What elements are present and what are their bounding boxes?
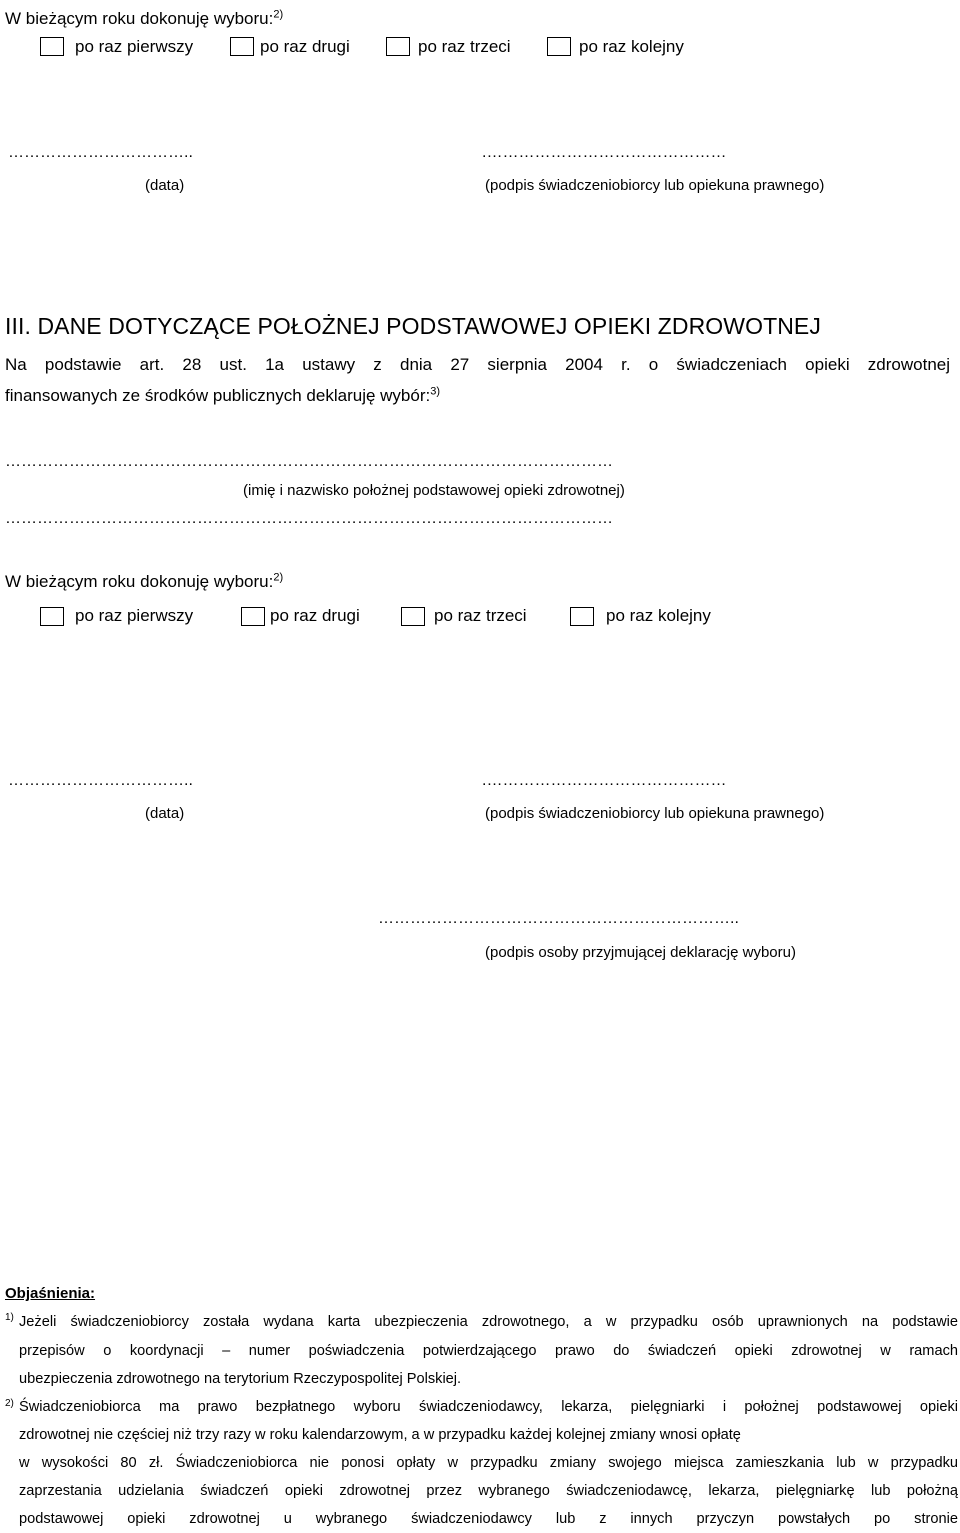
- choice-heading-top: [5, 9, 283, 29]
- note1-line: Jeżeli świadczeniobiorcy została wydana karta ubezpieczenia zdrowotnego, a w przypadku osób uprawnionych na podstawie: [19, 1314, 958, 1330]
- choice-heading-text: W bieżącym roku dokonuję wyboru:: [5, 572, 274, 591]
- checkbox-first-time-top[interactable]: [40, 37, 64, 56]
- option-label: po raz drugi: [260, 37, 350, 56]
- option-label: po raz drugi: [270, 606, 360, 625]
- intro-line-1: Na podstawie art. 28 ust. 1a ustawy z dnia 27 sierpnia 2004 r. o świadczeniach opieki zdrowotnej: [5, 355, 950, 374]
- midwife-name-label: (imię i nazwisko położnej podstawowej opieki zdrowotnej): [243, 482, 625, 499]
- note2-line: zaprzestania udzielania świadczeń opieki zdrowotnej przez wybranego świadczeniodawcę, lekarza, pielęgniarkę lub położną: [19, 1483, 958, 1499]
- checkbox-third-time[interactable]: [401, 607, 425, 626]
- intro-text: finansowanych ze środków publicznych deklaruję wybór:: [5, 386, 431, 405]
- signature-label: (podpis świadczeniobiorcy lub opiekuna prawnego): [485, 805, 825, 822]
- checkbox-third-time-top[interactable]: [386, 37, 410, 56]
- footnote-ref: 2): [273, 8, 284, 21]
- option-label: po raz pierwszy: [75, 37, 194, 56]
- signature-label: (podpis świadczeniobiorcy lub opiekuna prawnego): [485, 177, 825, 194]
- date-field-top[interactable]: ……………………………..: [8, 144, 193, 161]
- option-label: po raz kolejny: [579, 37, 684, 56]
- checkbox-second-time-top[interactable]: [230, 37, 254, 56]
- signature-field-top[interactable]: .………………………………………: [482, 144, 727, 161]
- section-title: III. DANE DOTYCZĄCE POŁOŻNEJ PODSTAWOWEJ OPIEKI ZDROWOTNEJ: [5, 313, 821, 339]
- checkbox-next-time[interactable]: [570, 607, 594, 626]
- note2-line: zdrowotnej nie częściej niż trzy razy w roku kalendarzowym, a w przypadku każdej kolejnej zmiany wnosi opłatę: [19, 1427, 741, 1443]
- note2-ref: 2): [5, 1398, 14, 1409]
- date-label: (data): [145, 177, 185, 194]
- receiver-signature-field[interactable]: …………………………………………………………..: [378, 910, 739, 927]
- signature-field[interactable]: .………………………………………: [482, 772, 727, 789]
- footnote-ref: 2): [273, 571, 284, 584]
- choice-heading-iii: [5, 572, 283, 592]
- midwife-name-field-2[interactable]: ……………………………………………………………………………………………………: [5, 510, 613, 527]
- date-field[interactable]: ……………………………..: [8, 772, 193, 789]
- footnote-ref: 3): [430, 385, 440, 398]
- intro-line-2: [5, 386, 440, 406]
- choice-heading-text: W bieżącym roku dokonuję wyboru:: [5, 9, 274, 28]
- checkbox-second-time[interactable]: [241, 607, 265, 626]
- option-label: po raz pierwszy: [75, 606, 194, 625]
- note2-line: Świadczeniobiorca ma prawo bezpłatnego wyboru świadczeniodawcy, lekarza, pielęgniarki i położnej podstawowej opieki: [19, 1399, 958, 1415]
- option-label: po raz trzeci: [418, 37, 511, 56]
- option-label: po raz trzeci: [434, 606, 527, 625]
- midwife-name-field[interactable]: ……………………………………………………………………………………………………: [5, 453, 613, 470]
- note1-ref: 1): [5, 1312, 14, 1323]
- date-label: (data): [145, 805, 185, 822]
- checkbox-first-time[interactable]: [40, 607, 64, 626]
- note2-line: w wysokości 80 zł. Świadczeniobiorca nie ponosi opłaty w przypadku zmiany swojego miejsca zamieszkania lub w przypadku: [19, 1455, 958, 1471]
- note1-line: przepisów o koordynacji – numer poświadczenia potwierdzającego prawo do świadczeń opieki zdrowotnej w ramach: [19, 1343, 958, 1359]
- notes-heading: Objaśnienia:: [5, 1285, 96, 1302]
- option-label: po raz kolejny: [606, 606, 711, 625]
- note1-line: ubezpieczenia zdrowotnego na terytorium Rzeczypospolitej Polskiej.: [19, 1371, 462, 1387]
- note2-line: podstawowej opieki zdrowotnej u wybranego świadczeniodawcy lub z innych przyczyn powstałych po stronie: [19, 1511, 958, 1527]
- receiver-signature-label: (podpis osoby przyjmującej deklarację wyboru): [485, 944, 796, 961]
- checkbox-next-time-top[interactable]: [547, 37, 571, 56]
